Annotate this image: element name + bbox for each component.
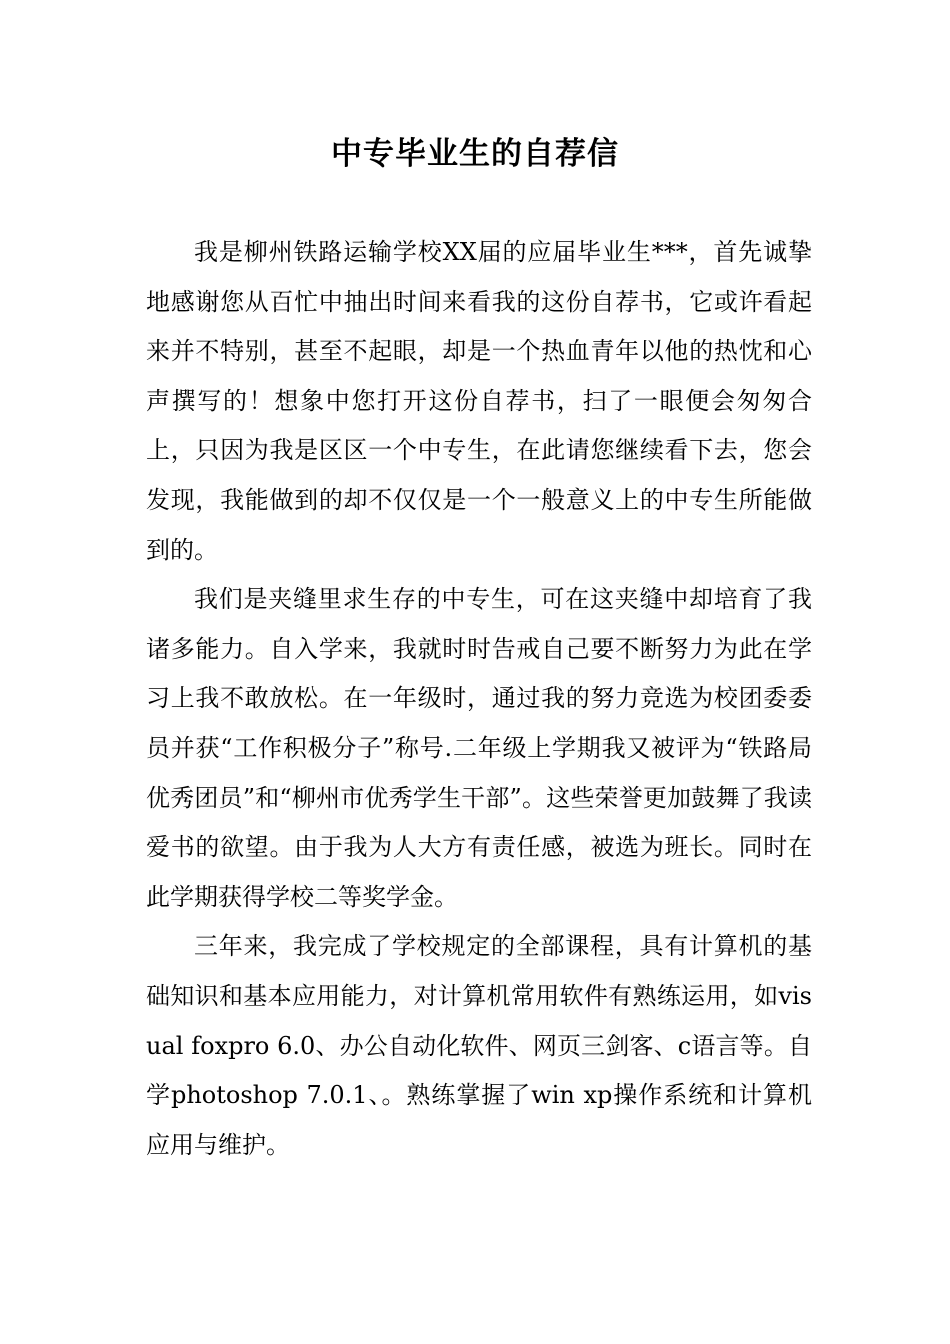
document-body	[146, 228, 812, 1170]
document-title: 中专毕业生的自荐信	[331, 136, 619, 172]
paragraph-1: 我是柳州铁路运输学校XX届的应届毕业生***，首先诚挚地感谢您从百忙中抽出时间来看我的这份自荐书，它或许看起来并不特别，甚至不起眼，却是一个热血青年以他的热忱和心声撰写的！想象中您打开这份自荐书，扫了一眼便会匆匆合上，只因为我是区区一个中专生，在此请您继续看下去，您会发现，我能做到的却不仅仅是一个一般意义上的中专生所能做到的。	[146, 238, 812, 564]
paragraph-2: 我们是夹缝里求生存的中专生，可在这夹缝中却培育了我诸多能力。自入学来，我就时时告戒自己要不断努力为此在学习上我不敢放松。在一年级时，通过我的努力竞选为校团委委员并获“工作积极分子”称号.二年级上学期我又被评为“铁路局优秀团员”和“柳州市优秀学生干部”。这些荣誉更加鼓舞了我读爱书的欲望。由于我为人大方有责任感，被选为班长。同时在此学期获得学校二等奖学金。	[146, 585, 812, 911]
paragraph-3: 三年来，我完成了学校规定的全部课程，具有计算机的基础知识和基本应用能力，对计算机常用软件有熟练运用，如visual foxpro 6.0、办公自动化软件、网页三剑客、c语言等。自学photoshop 7.0.1、。熟练掌握了win xp操作系统和计算机应用与维护。	[146, 932, 812, 1159]
